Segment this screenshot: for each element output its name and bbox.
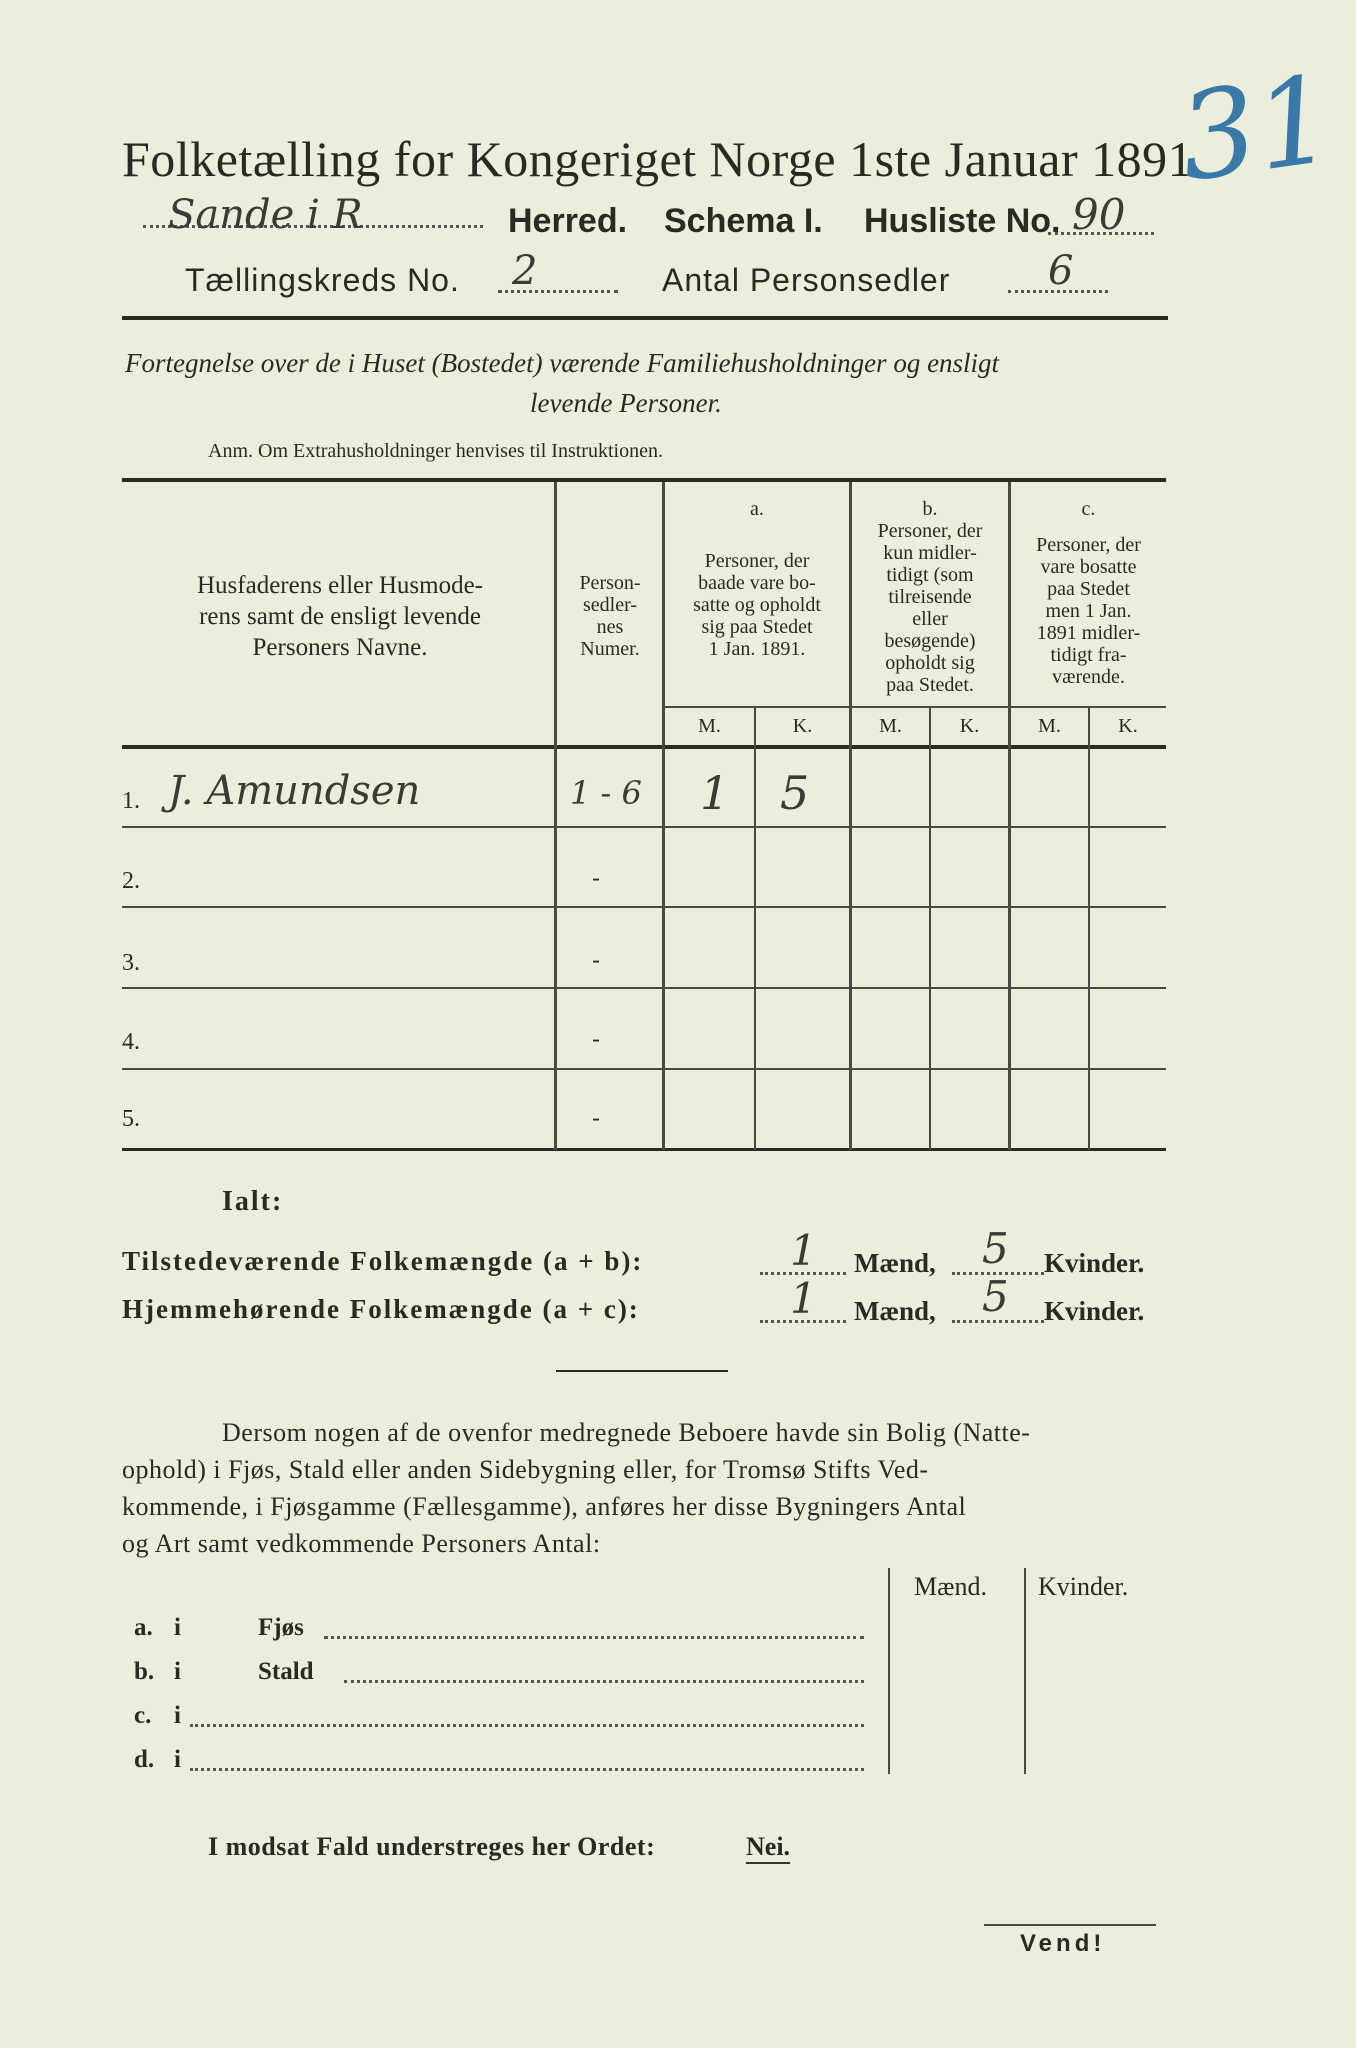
tilstedevaerende-maend-label: Mænd, bbox=[854, 1248, 936, 1278]
section-divider bbox=[556, 1370, 728, 1372]
buildings-row-c: c. i bbox=[134, 1702, 874, 1742]
buildings-maend-header: Mænd. bbox=[914, 1572, 987, 1601]
intro-line-2: levende Personer. bbox=[530, 388, 722, 418]
col-b-k: K. bbox=[959, 715, 980, 737]
row-a-m: 1 bbox=[700, 766, 730, 820]
hjemmehorende-maend-value: 1 bbox=[790, 1274, 817, 1323]
col-c-k: K. bbox=[1118, 715, 1138, 737]
row-number: 4. bbox=[122, 1029, 140, 1055]
buildings-kvinder-header: Kvinder. bbox=[1038, 1572, 1129, 1601]
modsat-text: I modsat Fald understreges her Ordet: bbox=[208, 1832, 656, 1861]
table-row bbox=[0, 908, 1356, 988]
row-person-number: - bbox=[592, 1104, 601, 1132]
schema-label: Schema I. bbox=[664, 202, 823, 240]
tilstedevaerende-kvinder-label: Kvinder. bbox=[1044, 1248, 1145, 1278]
col-header-name: Husfaderens eller Husmode- rens samt de ensligt levende Personers Navne. bbox=[196, 572, 483, 661]
col-b-m: M. bbox=[879, 715, 902, 737]
row-person-number: - bbox=[592, 1025, 601, 1053]
table-row bbox=[0, 828, 1356, 908]
buildings-row-d: d. i bbox=[134, 1746, 874, 1786]
tilstedevaerende-kvinder-value: 5 bbox=[982, 1224, 1009, 1273]
herred-label: Herred. bbox=[508, 202, 628, 240]
archive-stamp-number: 31 bbox=[1171, 50, 1342, 209]
hjemmehorende-kvinder-label: Kvinder. bbox=[1044, 1296, 1145, 1326]
table-row bbox=[0, 1070, 1356, 1150]
row-number: 3. bbox=[122, 950, 140, 976]
intro-note: Anm. Om Extrahusholdninger henvises til Instruktionen. bbox=[208, 440, 663, 462]
col-header-a: a. Personer, der baade vare bo- satte og opholdt sig paa Stedet 1 Jan. 1891. bbox=[693, 498, 821, 660]
ialt-label: Ialt: bbox=[222, 1186, 284, 1217]
row-person-number: - bbox=[592, 946, 601, 974]
husliste-value: 90 bbox=[1072, 190, 1126, 239]
hjemmehorende-label: Hjemmehørende Folkemængde (a + c): bbox=[122, 1294, 640, 1324]
husliste-label: Husliste No. bbox=[864, 202, 1061, 240]
col-header-number: Person- sedler- nes Numer. bbox=[579, 572, 641, 660]
row-number: 2. bbox=[122, 868, 140, 894]
row-person-number: 1 - 6 bbox=[570, 774, 642, 812]
row-number: 5. bbox=[122, 1106, 140, 1132]
row-number: 1. bbox=[122, 788, 140, 814]
col-a-m: M. bbox=[698, 715, 721, 737]
herred-value: Sande i R bbox=[168, 192, 363, 238]
row-name: J. Amundsen bbox=[168, 768, 421, 814]
vend-label: Vend! bbox=[1020, 1930, 1106, 1957]
kreds-value: 2 bbox=[512, 248, 538, 294]
col-a-k: K. bbox=[792, 715, 813, 737]
tilstedevaerende-maend-value: 1 bbox=[790, 1226, 817, 1275]
kreds-label: Tællingskreds No. bbox=[185, 262, 460, 298]
col-c-m: M. bbox=[1038, 715, 1061, 737]
buildings-paragraph: Dersom nogen af de ovenfor medregnede Beboere havde sin Bolig (Natte- ophold) i Fjøs, Stald eller anden Sidebygning eller, for Tromsø Stifts Ved- kommende, i Fjøsgamme (Fællesgamme), anføres her disse Bygningers Antal og Art samt vedkommende Personers Antal: bbox=[122, 1418, 1031, 1558]
antal-value: 6 bbox=[1048, 248, 1074, 294]
col-header-b: b. Personer, der kun midler- tidigt (som tilreisende eller besøgende) opholdt sig paa Stedet. bbox=[877, 498, 983, 696]
antal-label: Antal Personsedler bbox=[662, 262, 951, 298]
tilstedevaerende-label: Tilstedeværende Folkemængde (a + b): bbox=[122, 1246, 644, 1276]
buildings-row-fjos: a. i Fjøs bbox=[134, 1614, 874, 1654]
table-row bbox=[0, 989, 1356, 1069]
hjemmehorende-maend-label: Mænd, bbox=[854, 1296, 936, 1326]
form-title: Folketælling for Kongeriget Norge 1ste Januar 1891. bbox=[122, 131, 1207, 187]
hjemmehorende-kvinder-value: 5 bbox=[982, 1272, 1009, 1321]
nei-word: Nei. bbox=[746, 1832, 790, 1864]
buildings-row-stald: b. i Stald bbox=[134, 1658, 874, 1698]
row-person-number: - bbox=[592, 864, 601, 892]
intro-line-1: Fortegnelse over de i Huset (Bostedet) værende Familiehusholdninger og ensligt bbox=[125, 348, 1000, 378]
row-a-k: 5 bbox=[780, 766, 810, 820]
table-row bbox=[0, 748, 1356, 828]
header-rule bbox=[122, 316, 1168, 320]
col-header-c: c. Personer, der vare bosatte paa Stedet men 1 Jan. 1891 midler- tidigt fra- værende. bbox=[1036, 498, 1141, 688]
